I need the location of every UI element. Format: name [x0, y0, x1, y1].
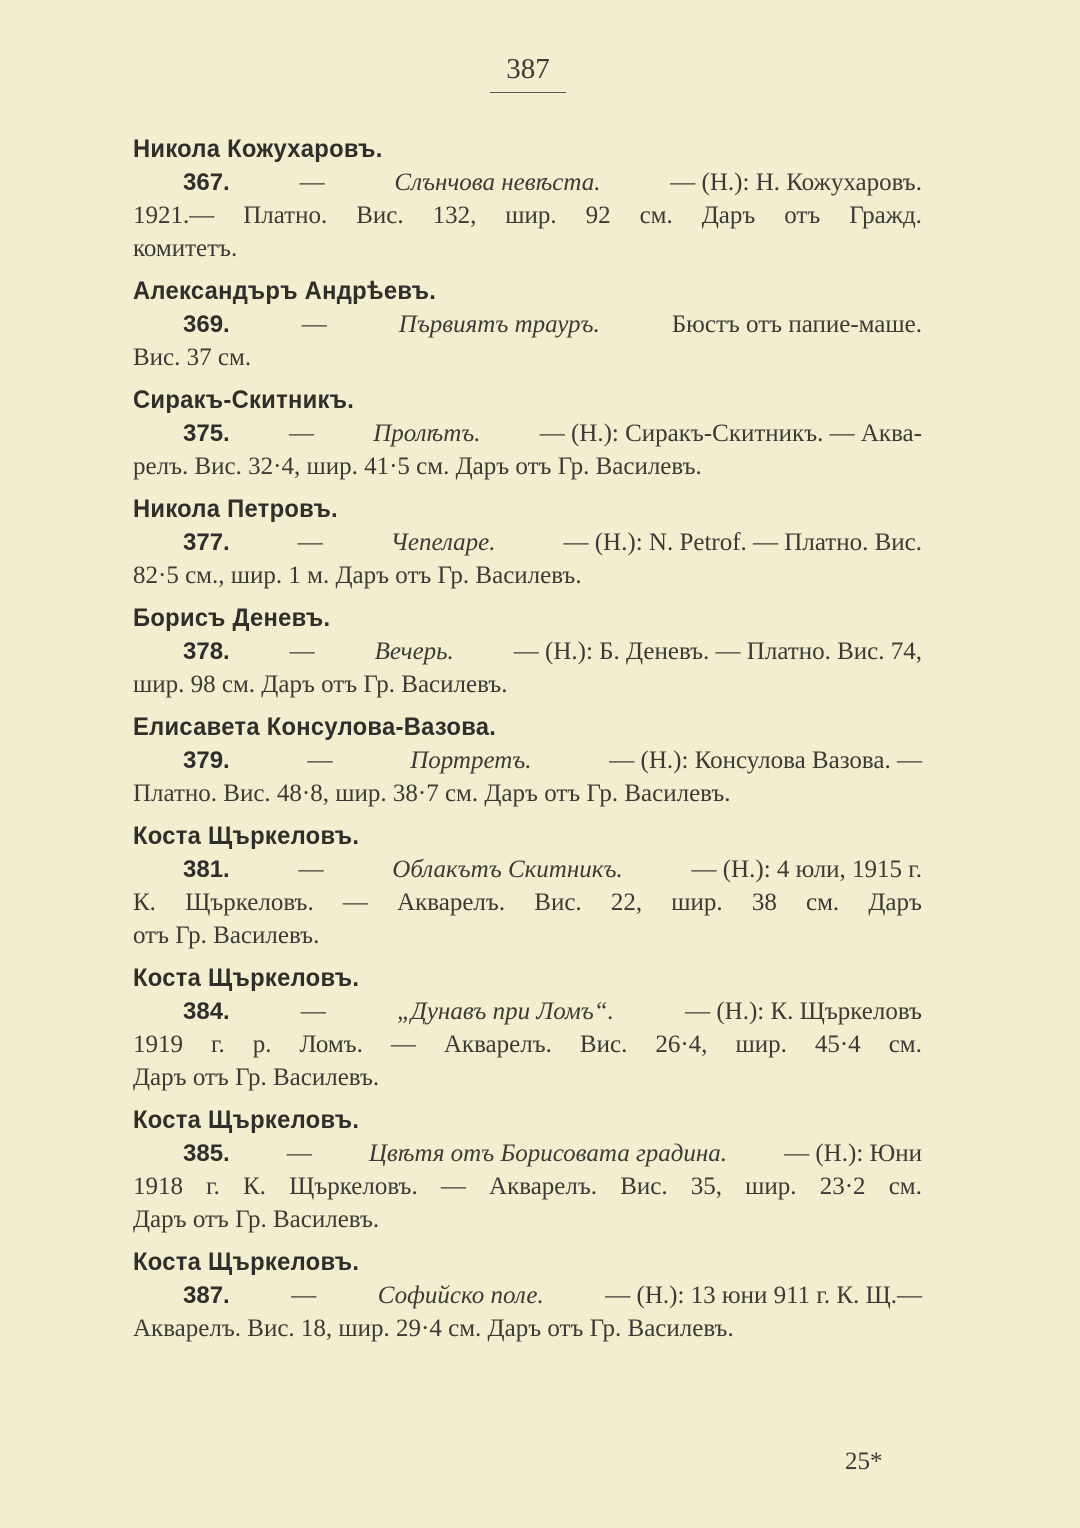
word: см.	[888, 1031, 922, 1058]
dash: —	[301, 311, 327, 338]
word: Вис.	[620, 1173, 668, 1200]
entry-details: — (Н.): N. Petrof. — Платно. Вис.	[563, 529, 922, 556]
entry-first-line	[133, 1279, 922, 1312]
word: Щъркеловъ.	[289, 1173, 418, 1200]
catalog-number: 367.	[183, 169, 230, 196]
word: шир.	[671, 889, 723, 916]
dash: —	[299, 169, 325, 196]
dash: —	[300, 998, 326, 1025]
entry-line: Даръ отъ Гр. Василевъ.	[133, 1206, 380, 1233]
entry-first-line	[133, 744, 922, 777]
word: Ломъ.	[299, 1031, 363, 1058]
word: 38	[751, 889, 777, 916]
artwork-title: Цвѣтя отъ Борисовата градина.	[368, 1140, 728, 1167]
entry-details: Бюстъ отъ папие-маше.	[671, 311, 922, 338]
artwork-title: Облакътъ Скитникъ.	[392, 856, 623, 883]
word: см.	[639, 202, 673, 229]
catalog-number: 381.	[183, 856, 230, 883]
catalog-number: 387.	[183, 1282, 230, 1309]
artwork-title: Пролѣтъ.	[373, 420, 481, 447]
entry-first-line	[133, 995, 922, 1028]
word: 1918	[133, 1173, 183, 1200]
entry-first-line	[133, 635, 922, 668]
dash: —	[288, 420, 314, 447]
entry-details: — (Н.): 4 юли, 1915 г.	[691, 856, 922, 883]
dash: —	[298, 856, 324, 883]
dash: —	[286, 1140, 312, 1167]
word: г.	[206, 1173, 220, 1200]
word: 1921.—	[133, 202, 215, 229]
artist-heading: Александъръ Андрѣевъ.	[133, 277, 437, 305]
entry-details: — (Н.): Сиракъ-Скитникъ. — Аква-	[539, 420, 922, 447]
word: Вис.	[356, 202, 404, 229]
entry-line: Платно. Вис. 48·8, шир. 38·7 см. Даръ отъ Гр. Василевъ.	[133, 780, 731, 807]
word: Щъркеловъ.	[185, 889, 314, 916]
word: 132,	[432, 202, 477, 229]
artwork-title: „Дунавъ при Ломъ“.	[397, 998, 614, 1025]
artist-heading: Коста Щъркеловъ.	[133, 822, 360, 850]
word: 23·2	[819, 1173, 866, 1200]
entry-details: — (Н.): К. Щъркеловъ	[685, 998, 922, 1025]
word: см.	[806, 889, 840, 916]
artist-heading: Коста Щъркеловъ.	[133, 964, 360, 992]
artwork-title: Портретъ.	[410, 747, 532, 774]
entry-first-line	[133, 1137, 922, 1170]
word: К.	[243, 1173, 266, 1200]
artist-heading: Борисъ Деневъ.	[133, 604, 331, 632]
entry-line: релъ. Вис. 32·4, шир. 41·5 см. Даръ отъ Гр. Василевъ.	[133, 453, 702, 480]
word: —	[440, 1173, 466, 1200]
entry-line	[133, 886, 922, 919]
word: Платно.	[243, 202, 328, 229]
dash: —	[297, 529, 323, 556]
word: 92	[585, 202, 611, 229]
word: К.	[133, 889, 156, 916]
artwork-title: Слънчова невѣста.	[394, 169, 601, 196]
word: 45·4	[814, 1031, 861, 1058]
word: шир.	[505, 202, 557, 229]
word: Даръ	[701, 202, 756, 229]
entry-details: — (Н.): 13 юни 911 г. К. Щ.—	[605, 1282, 922, 1309]
entry-details: — (Н.): Юни	[784, 1140, 922, 1167]
word: шир.	[735, 1031, 787, 1058]
entry-first-line	[133, 853, 922, 886]
artist-heading: Елисавета Консулова-Вазова.	[133, 713, 497, 741]
entry-line	[133, 199, 922, 232]
dash: —	[289, 638, 315, 665]
word: 26·4,	[655, 1031, 708, 1058]
catalog-number: 384.	[183, 998, 230, 1025]
word: 22,	[610, 889, 643, 916]
page-number: 387	[490, 52, 566, 93]
entry-details: — (Н.): Консулова Вазова. —	[609, 747, 922, 774]
word: Даръ	[868, 889, 922, 916]
entry-details: — (Н.): Н. Кожухаровъ.	[670, 169, 922, 196]
entry-line: Даръ отъ Гр. Василевъ.	[133, 1064, 380, 1091]
word: Гражд.	[849, 202, 922, 229]
entry-line: отъ Гр. Василевъ.	[133, 922, 320, 949]
artwork-title: Софийско поле.	[377, 1282, 544, 1309]
entry-line	[133, 1170, 922, 1203]
entry-line: 82·5 см., шир. 1 м. Даръ отъ Гр. Василевъ.	[133, 562, 582, 589]
dash: —	[291, 1282, 317, 1309]
artist-heading: Коста Щъркеловъ.	[133, 1106, 360, 1134]
artist-heading: Сиракъ-Скитникъ.	[133, 386, 355, 414]
word: см.	[888, 1173, 922, 1200]
artist-heading: Никола Петровъ.	[133, 495, 338, 523]
entry-line: Вис. 37 см.	[133, 344, 252, 371]
dash: —	[307, 747, 333, 774]
artist-heading: Никола Кожухаровъ.	[133, 135, 383, 163]
catalog-number: 385.	[183, 1140, 230, 1167]
word: —	[342, 889, 368, 916]
word: Акварелъ.	[489, 1173, 598, 1200]
catalog-entries	[133, 132, 922, 1345]
word: 35,	[690, 1173, 723, 1200]
catalog-number: 375.	[183, 420, 230, 447]
entry-first-line	[133, 417, 922, 450]
entry-line	[133, 1028, 922, 1061]
artwork-title: Вечерь.	[374, 638, 454, 665]
word: —	[390, 1031, 416, 1058]
word: р.	[252, 1031, 272, 1058]
entry-line: шир. 98 см. Даръ отъ Гр. Василевъ.	[133, 671, 508, 698]
entry-line: Акварелъ. Вис. 18, шир. 29·4 см. Даръ отъ Гр. Василевъ.	[133, 1315, 734, 1342]
entry-details: — (Н.): Б. Деневъ. — Платно. Вис. 74,	[513, 638, 922, 665]
word: г.	[211, 1031, 225, 1058]
catalog-number: 379.	[183, 747, 230, 774]
word: шир.	[745, 1173, 797, 1200]
entry-first-line	[133, 526, 922, 559]
artwork-title: Чепеларе.	[390, 529, 496, 556]
signature-mark: 25*	[845, 1448, 883, 1475]
catalog-number: 378.	[183, 638, 230, 665]
word: Акварелъ.	[397, 889, 506, 916]
word: Акварелъ.	[443, 1031, 552, 1058]
entry-first-line	[133, 166, 922, 199]
word: Вис.	[579, 1031, 628, 1058]
entry-line: комитетъ.	[133, 235, 238, 262]
word: Вис.	[534, 889, 582, 916]
artist-heading: Коста Щъркеловъ.	[133, 1248, 360, 1276]
entry-first-line	[133, 308, 922, 341]
catalog-number: 369.	[183, 311, 230, 338]
word: 1919	[133, 1031, 183, 1058]
catalog-number: 377.	[183, 529, 230, 556]
artwork-title: Първиятъ трауръ.	[398, 311, 600, 338]
word: отъ	[784, 202, 821, 229]
